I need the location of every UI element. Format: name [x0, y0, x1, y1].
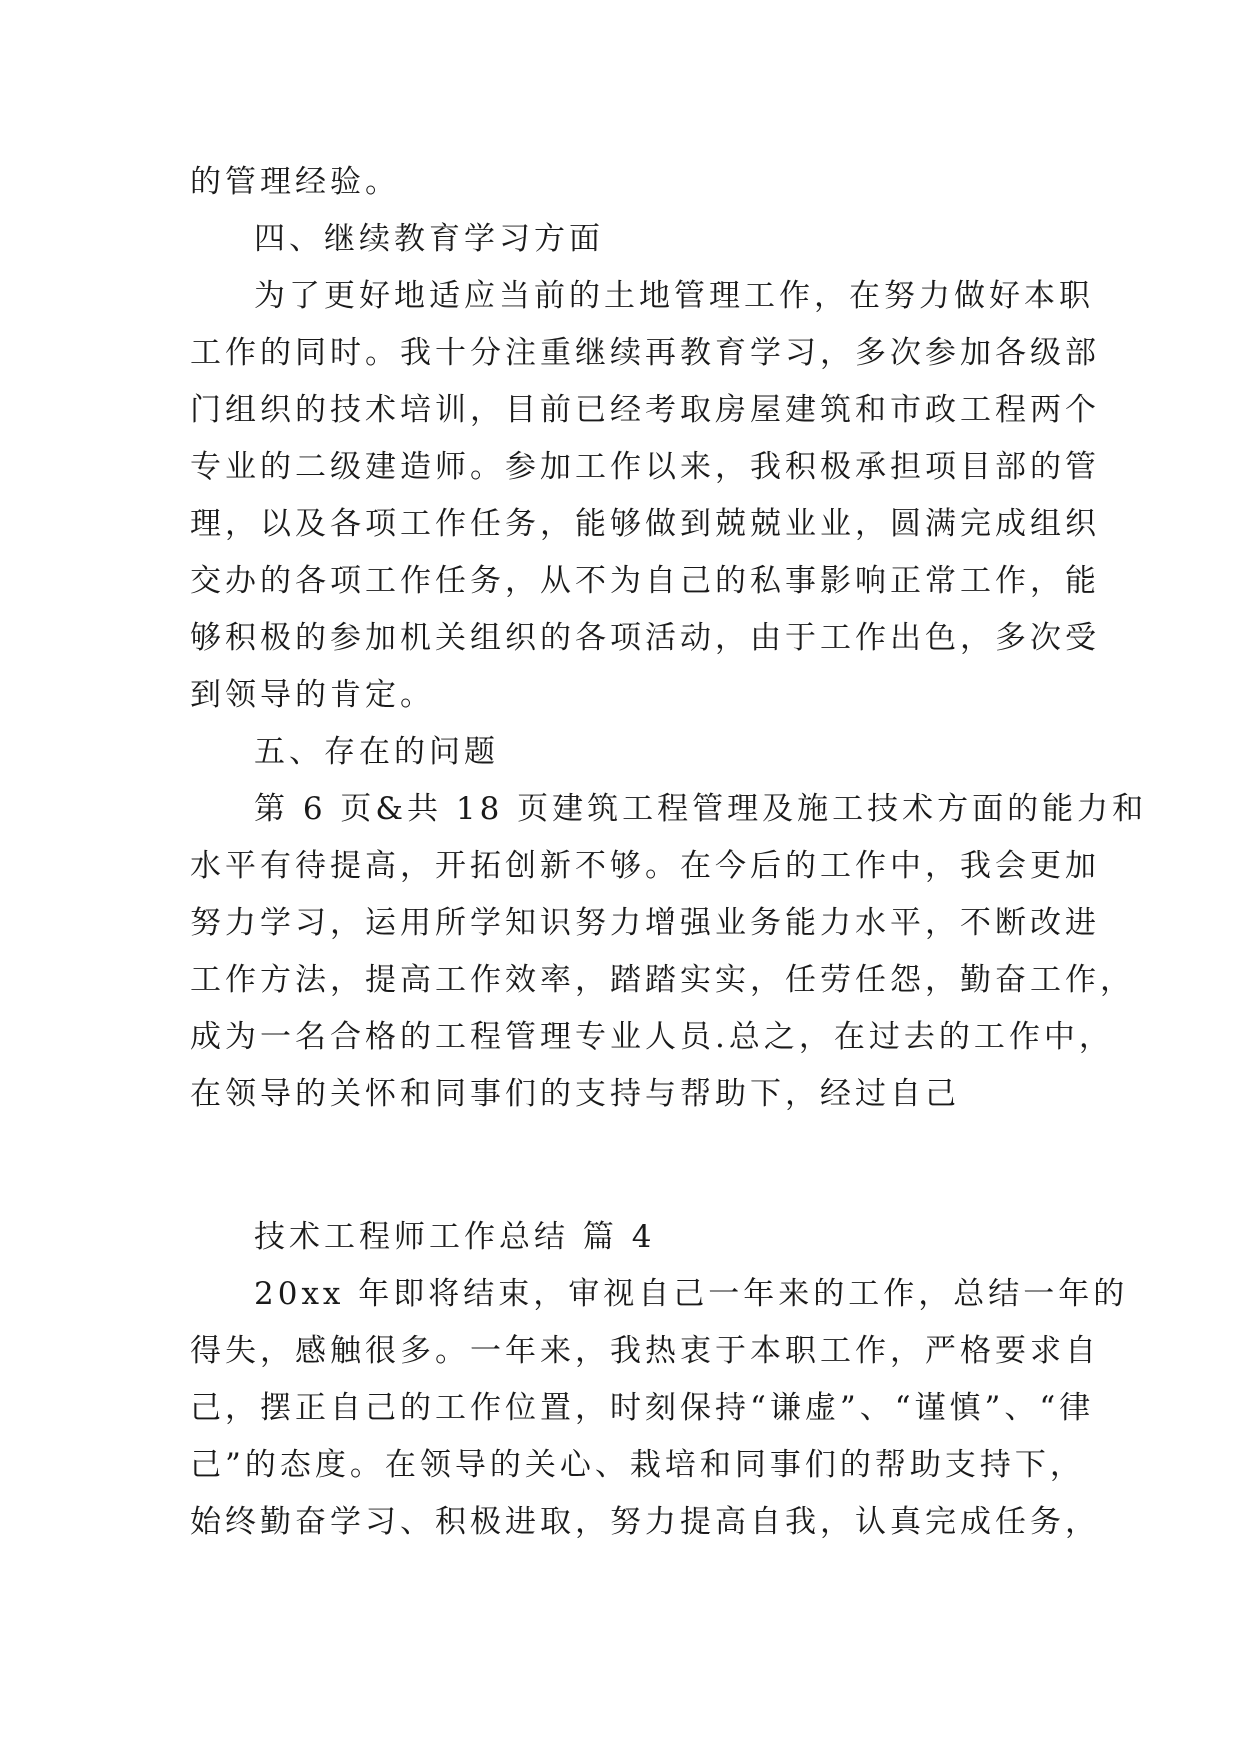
text-line: 为了更好地适应当前的土地管理工作，在努力做好本职 — [254, 278, 1094, 314]
text-line: 理，以及各项工作任务，能够做到兢兢业业，圆满完成组织 — [190, 506, 1100, 542]
text-line: 始终勤奋学习、积极进取，努力提高自我，认真完成任务， — [190, 1504, 1100, 1540]
text-line: 水平有待提高，开拓创新不够。在今后的工作中，我会更加 — [190, 848, 1100, 884]
text-line: 到领导的肯定。 — [190, 677, 435, 713]
text-line: 工作的同时。我十分注重继续再教育学习，多次参加各级部 — [190, 335, 1100, 371]
text-line: 己，摆正自己的工作位置，时刻保持“谦虚”、“谨慎”、“律 — [190, 1390, 1095, 1426]
section-heading: 五、存在的问题 — [254, 734, 499, 770]
text-line: 得失，感触很多。一年来，我热衷于本职工作，严格要求自 — [190, 1333, 1100, 1369]
text-line: 努力学习，运用所学知识努力增强业务能力水平，不断改进 — [190, 905, 1100, 941]
text-line: 工作方法，提高工作效率，踏踏实实，任劳任怨，勤奋工作， — [190, 962, 1135, 998]
article-title: 技术工程师工作总结 篇 4 — [254, 1219, 656, 1255]
text-line: 专业的二级建造师。参加工作以来，我积极承担项目部的管 — [190, 449, 1100, 485]
text-line: 第 6 页&共 18 页建筑工程管理及施工技术方面的能力和 — [254, 791, 1148, 827]
text-line: 成为一名合格的工程管理专业人员.总之，在过去的工作中， — [190, 1019, 1114, 1055]
text-line: 交办的各项工作任务，从不为自己的私事影响正常工作，能 — [190, 563, 1100, 599]
text-line: 己”的态度。在领导的关心、栽培和同事们的帮助支持下， — [190, 1447, 1085, 1483]
text-line: 够积极的参加机关组织的各项活动，由于工作出色，多次受 — [190, 620, 1100, 656]
text-line: 的管理经验。 — [190, 164, 400, 200]
text-line: 在领导的关怀和同事们的支持与帮助下，经过自己 — [190, 1076, 960, 1112]
text-line: 20xx 年即将结束，审视自己一年来的工作，总结一年的 — [254, 1276, 1129, 1312]
section-heading: 四、继续教育学习方面 — [254, 221, 604, 257]
text-line: 门组织的技术培训，目前已经考取房屋建筑和市政工程两个 — [190, 392, 1100, 428]
